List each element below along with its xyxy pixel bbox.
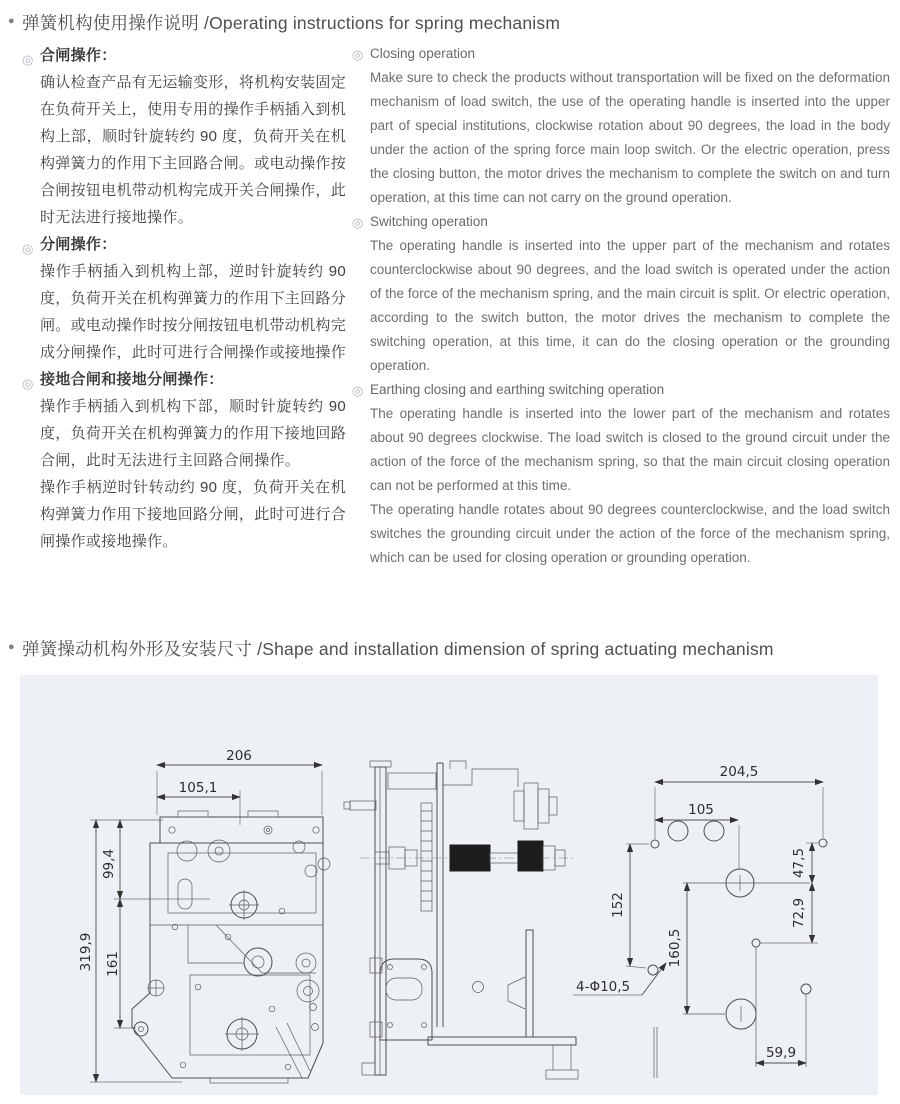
en-item-paragraph: The operating handle is inserted into the lower part of the mechanism and rotates about 90 degrees clockwise. The load switch is closed to the ground circuit under the action of the force of the mechanism spring, so that the main circuit closing operation can not be performed at this time.: [370, 406, 890, 493]
english-column: [352, 42, 890, 570]
dim-front-width-overall: 206: [226, 748, 252, 764]
zh-item-heading: 接地合闸和接地分闸操作：: [40, 371, 224, 388]
en-item-paragraph: Make sure to check the products without transportation will be fixed on the deformation mechanism of load switch, the use of the operating handle is inserted into the upper part of special institutions, clockwise rotation about 90 degrees, the load in the body under the action of the spring force main loop switch. Or the electric operation, press the closing button, the motor drives the mechanism to complete the switch on and turn operation, at this time can not carry on the ground operation.: [370, 70, 890, 205]
section2-title: 弹簧操动机构外形及安装尺寸 /Shape and installation dimension of spring actuating mechanism: [22, 639, 774, 659]
dim-mount-pitch-left: 152: [610, 892, 626, 918]
zh-item-paragraph: 操作手柄插入到机构下部，顺时针旋转约 90 度，负荷开关在机构弹簧力的作用下接地回路合闸，此时无法进行主回路合闸操作。: [40, 398, 347, 469]
drawing-panel: [20, 675, 878, 1095]
section2-header: [8, 636, 774, 661]
chinese-column: [22, 42, 346, 570]
zh-item-paragraph: 操作手柄插入到机构上部，逆时针旋转约 90 度，负荷开关在机构弹簧力的作用下主回路分闸。或电动操作时按分闸按钮电机带动机构完成分闸操作，此时可进行合闸操作或接地操作: [40, 263, 347, 361]
dim-mount-pitch-upper-right: 47,5: [791, 847, 807, 879]
zh-item-switching: [22, 231, 346, 366]
front-view-drawing: [78, 748, 330, 1083]
section-marker-icon: ◎: [22, 241, 34, 256]
zh-item-paragraph: 确认检查产品有无运输变形，将机构安装固定在负荷开关上，使用专用的操作手柄插入到机构上部，顺时针旋转约 90 度，负荷开关在机构弹簧力的作用下主回路合闸。或电动操作按合闸按钮电机带动机构完成开关合闸操作，此时无法进行接地操作。: [40, 74, 347, 226]
section-marker-icon: ◎: [22, 52, 34, 67]
section-marker-icon: ◎: [22, 376, 34, 391]
section-marker-icon: ◎: [352, 47, 364, 62]
dim-front-height-upper: 99,4: [101, 848, 117, 880]
dim-mount-pitch-right: 72,9: [791, 897, 807, 929]
dimension-drawing: [20, 675, 878, 1095]
en-item-heading: Closing operation: [370, 46, 476, 61]
en-item-paragraph: The operating handle is inserted into the upper part of the mechanism and rotates counterclockwise about 90 degrees, and the load switch is operated under the action of the force of the mechanism spring, and the main circuit is split. Or electric operation, according to the switch button, the motor drives the mechanism to complete the switching operation, at this time, it can do the closing operation or the grounding operation.: [370, 238, 890, 373]
mounting-hole-drawing: [573, 764, 827, 1067]
instructions-columns: [22, 42, 890, 570]
dim-front-height-lower: 161: [105, 951, 121, 977]
bullet-icon: ●: [8, 15, 15, 27]
zh-item-paragraph: 操作手柄逆时针转动约 90 度，负荷开关在机构弹簧力作用下接地回路分闸，此时可进行合闸操作或接地操作。: [40, 479, 347, 550]
zh-item-closing: [22, 42, 346, 231]
section-marker-icon: ◎: [352, 215, 364, 230]
side-view-drawing: [344, 761, 657, 1079]
dim-mount-pitch-center: 160,5: [667, 928, 683, 968]
dim-mount-width-overall: 204,5: [719, 764, 759, 780]
zh-item-earthing: [22, 366, 346, 555]
zh-item-heading: 合闸操作：: [40, 47, 117, 64]
en-item-switching: [352, 210, 890, 378]
bullet-icon: ●: [8, 641, 15, 653]
section-marker-icon: ◎: [352, 383, 364, 398]
dim-front-height-overall: 319,9: [78, 932, 94, 972]
en-item-earthing: [352, 378, 890, 570]
dim-front-width-partial: 105,1: [178, 780, 218, 796]
en-item-closing: [352, 42, 890, 210]
zh-item-heading: 分闸操作：: [40, 236, 117, 253]
section1-title: 弹簧机构使用操作说明 /Operating instructions for spring mechanism: [22, 13, 561, 33]
en-item-paragraph: The operating handle rotates about 90 degrees counterclockwise, and the load switch switches the grounding circuit under the action of the force of the mechanism spring, which can be used for closing operation or grounding operation.: [370, 502, 890, 565]
en-item-heading: Switching operation: [370, 214, 488, 229]
dim-mount-hole-spec: 4-Φ10,5: [576, 979, 631, 995]
dim-mount-width-partial: 105: [688, 802, 714, 818]
section1-header: [8, 10, 560, 35]
en-item-heading: Earthing closing and earthing switching operation: [370, 382, 665, 397]
dim-mount-width-bottom: 59,9: [765, 1045, 797, 1061]
